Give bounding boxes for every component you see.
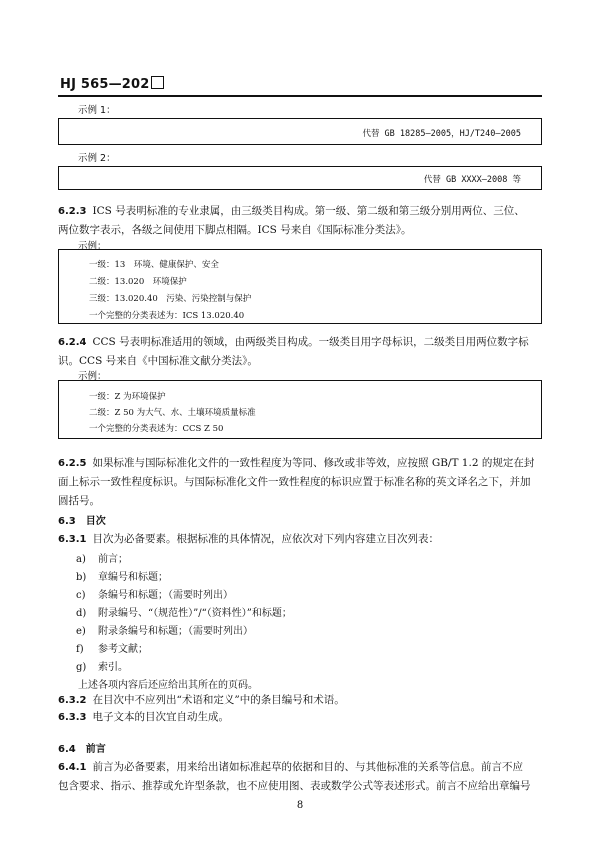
list-item: d) 附录编号、“（规范性）”/“（资料性）”和标题； (76, 608, 292, 619)
section-6-4-title: 6.4 前言 (58, 744, 106, 755)
para-6-4-1 (58, 758, 542, 796)
example-line: 一级：13 环境、健康保护、安全 (89, 260, 219, 270)
para-6-2-4 (58, 333, 542, 371)
para-line: 识。CCS 号来自《中国标准文献分类法》。 (58, 355, 258, 367)
document-code: HJ 565—202 (60, 76, 164, 92)
list-note: 上述各项内容后还应给出其所在的页码。 (78, 680, 258, 691)
list-item: c) 条编号和标题；（需要时列出） (76, 590, 233, 601)
example-line: 一个完整的分类表述为：ICS 13.020.40 (89, 311, 245, 321)
clause-number: 6.4.1 (58, 762, 87, 773)
list-item: g) 索引。 (76, 662, 128, 673)
para-line: 面上标示一致性程度标识。与国际标准化文件一致性程度的标识应置于标准名称的英文译名之下，并加 (58, 476, 531, 488)
para-line: 前言为必备要素，用来给出诸如标准起草的依据和目的、与其他标准的关系等信息。前言不应 (92, 761, 523, 773)
example-label: 示例： (78, 371, 107, 382)
placeholder-box-icon (151, 76, 164, 89)
para-line: 电子文本的目次宜自动生成。 (92, 711, 229, 723)
header-rule (58, 95, 542, 97)
para-line: 在目次中不应列出“术语和定义”中的条目编号和术语。 (92, 694, 345, 706)
example-2-label: 示例 2： (78, 153, 116, 164)
para-line: 如果标准与国际标准化文件的一致性程度为等同、修改或非等效，应按照 GB/T 1.2 的规定在封 (92, 457, 535, 469)
example-line: 一级：Z 为环境保护 (89, 392, 166, 402)
clause-number: 6.3.1 (58, 534, 87, 545)
para-6-3-3 (58, 708, 542, 727)
para-line: ICS 号表明标准的专业隶属，由三级类目构成。第一级、第二级和第三级分别用两位、三位、 (92, 205, 525, 217)
section-6-3-title: 6.3 目次 (58, 516, 106, 527)
para-line: 圆括号。 (58, 495, 100, 507)
clause-number: 6.2.3 (58, 206, 87, 217)
example-2-replace-text: 代替 GB XXXX—2008 等 (423, 175, 521, 185)
clause-number: 6.2.5 (58, 458, 87, 469)
example-line: 三级：13.020.40 污染、污染控制与保护 (89, 294, 252, 304)
example-line: 二级：13.020 环境保护 (89, 277, 187, 287)
clause-number: 6.3.2 (58, 695, 87, 706)
para-line: 目次为必备要素。根据标准的具体情况，应依次对下列内容建立目次列表： (92, 533, 439, 545)
para-6-3-1 (58, 530, 542, 549)
ccs-example-box (58, 380, 542, 439)
example-1-replace-text: 代替 GB 18285—2005，HJ/T240—2005 (362, 129, 521, 139)
example-1-box (58, 118, 542, 145)
para-line: 包含要求、指示、推荐或允许型条款，也不应使用图、表或数学公式等表述形式。前言不应给出章编号 (58, 780, 531, 792)
example-1-label: 示例 1： (78, 105, 116, 116)
para-6-2-5 (58, 454, 542, 511)
clause-number: 6.2.4 (58, 337, 87, 348)
list-item: b) 章编号和标题； (76, 572, 168, 583)
list-item: a) 前言； (76, 554, 128, 565)
list-item: e) 附录条编号和标题；（需要时列出） (76, 626, 253, 637)
ics-example-box (58, 249, 542, 324)
para-line: CCS 号表明标准适用的领域，由两级类目构成。一级类目用字母标识，二级类目用两位数字标 (92, 336, 529, 348)
para-line: 两位数字表示，各级之间使用下脚点相隔。ICS 号来自《国际标准分类法》。 (58, 224, 412, 236)
example-2-box (58, 166, 542, 190)
page-number: 8 (296, 800, 304, 811)
example-line: 一个完整的分类表述为：CCS Z 50 (89, 424, 224, 434)
para-6-2-3 (58, 202, 542, 240)
example-line: 二级：Z 50 为大气、水、土壤环境质量标准 (89, 408, 256, 418)
clause-number: 6.3.3 (58, 712, 87, 723)
list-item: f) 参考文献； (76, 644, 148, 655)
example-label: 示例： (78, 241, 107, 252)
